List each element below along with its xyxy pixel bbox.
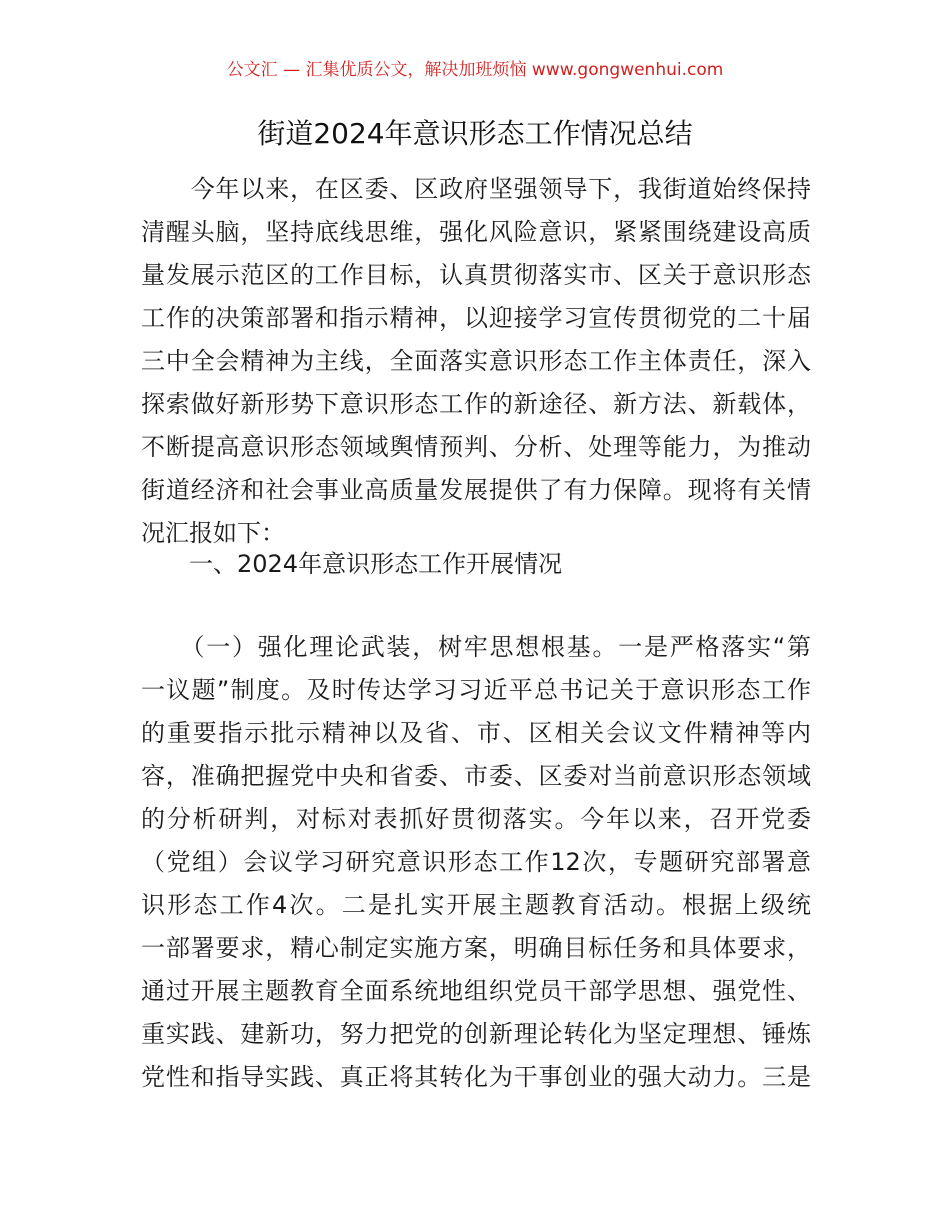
paragraph-line: 通过开展主题教育全面系统地组织党员干部学思想、强党性、 (141, 977, 811, 1005)
paragraph-line: （党组）会议学习研究意识形态工作12次，专题研究部署意 (141, 848, 811, 876)
section-paragraph (141, 626, 811, 1099)
paragraph-line: 况汇报如下： (141, 519, 285, 547)
paragraph-line: 识形态工作4次。二是扎实开展主题教育活动。根据上级统 (141, 891, 811, 919)
paragraph-line: 的分析研判，对标对表抓好贯彻落实。今年以来，召开党委 (141, 805, 811, 833)
paragraph-line: 量发展示范区的工作目标，认真贯彻落实市、区关于意识形态 (141, 261, 811, 289)
section-heading: 一、2024年意识形态工作开展情况 (141, 550, 563, 578)
document-title: 街道2024年意识形态工作情况总结 (257, 117, 693, 150)
paragraph-line: 党性和指导实践、真正将其转化为干事创业的强大动力。三是 (141, 1063, 811, 1091)
paragraph-line: 容，准确把握党中央和省委、市委、区委对当前意识形态领域 (141, 762, 811, 790)
paragraph-line: 不断提高意识形态领域舆情预判、分析、处理等能力，为推动 (141, 433, 811, 461)
intro-paragraph (141, 168, 811, 555)
paragraph-line: 的重要指示批示精神以及省、市、区相关会议文件精神等内 (141, 719, 811, 747)
paragraph-line: 清醒头脑，坚持底线思维，强化风险意识，紧紧围绕建设高质 (141, 218, 811, 246)
section-heading-block (141, 543, 811, 586)
paragraph-line: 工作的决策部署和指示精神，以迎接学习宣传贯彻党的二十届 (141, 304, 811, 332)
paragraph-line: 探索做好新形势下意识形态工作的新途径、新方法、新载体， (141, 390, 811, 418)
header-banner: 公文汇 — 汇集优质公文，解决加班烦恼 www.gongwenhui.com (226, 60, 724, 80)
paragraph-line: 重实践、建新功，努力把党的创新理论转化为坚定理想、锤炼 (141, 1020, 811, 1048)
paragraph-line: （一）强化理论武装，树牢思想根基。一是严格落实“第 (141, 633, 811, 661)
paragraph-line: 一部署要求，精心制定实施方案，明确目标任务和具体要求， (141, 934, 811, 962)
paragraph-line: 三中全会精神为主线，全面落实意识形态工作主体责任，深入 (141, 347, 811, 375)
paragraph-line: 街道经济和社会事业高质量发展提供了有力保障。现将有关情 (141, 476, 811, 504)
paragraph-line: 一议题”制度。及时传达学习习近平总书记关于意识形态工作 (141, 676, 811, 704)
paragraph-line: 今年以来，在区委、区政府坚强领导下，我街道始终保持 (141, 175, 811, 203)
